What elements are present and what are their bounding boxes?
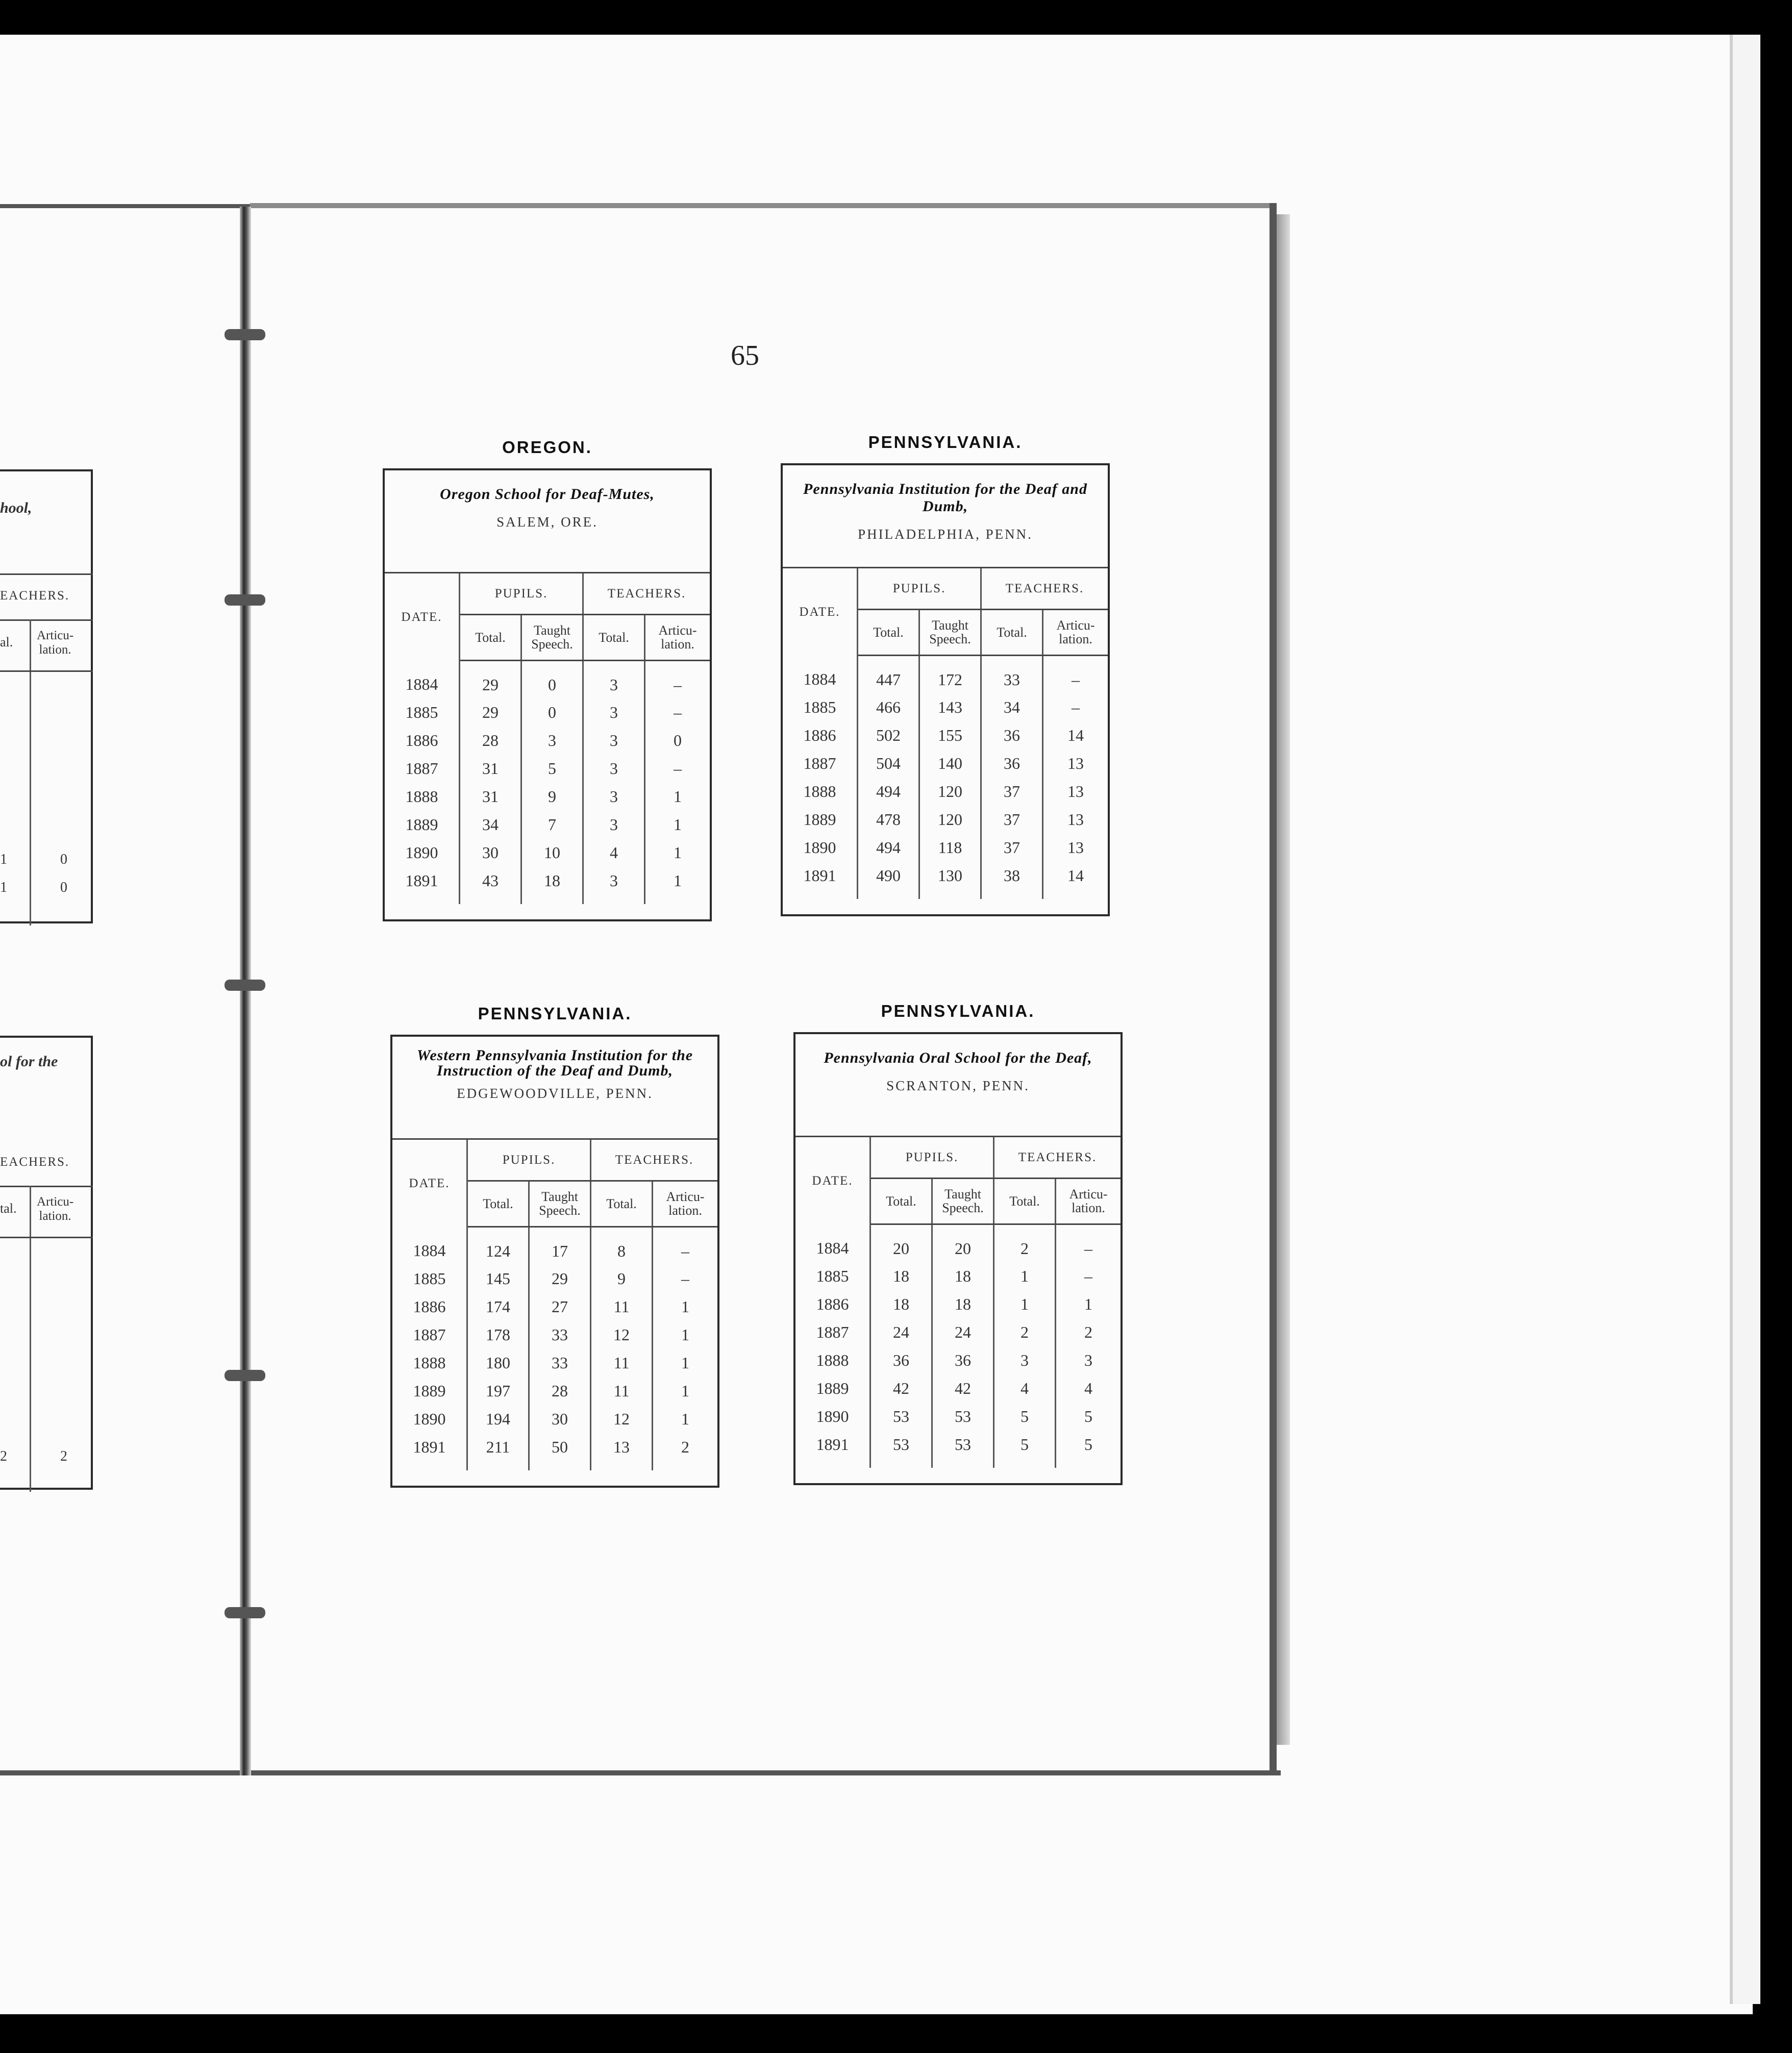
pupils-total-cell: 53 [870,1431,932,1468]
pupils-total-cell: 31 [460,755,521,783]
teachers-header: TEACHERS. [591,1140,717,1181]
articulation-cell: 0 [674,731,682,749]
pupils-total-cell: 490 [858,862,919,899]
articulation-cell: 2 [681,1438,690,1456]
date-header: DATE. [385,573,460,660]
fragment-value: 1 [0,880,7,895]
date-cell: 1890 [392,1405,467,1433]
date-cell: 1888 [795,1346,870,1374]
date-cell: 1885 [392,1265,467,1293]
taught-speech-header: Taught Speech. [919,609,981,655]
articulation-cell: 13 [1067,754,1084,772]
fragment-col-line [30,619,31,925]
table-row [795,1431,1121,1468]
taught-speech-cell: 0 [521,698,583,727]
fragment-total: tal. [0,1201,17,1216]
taught-speech-cell: 18 [932,1262,994,1290]
articulation-cell: 13 [1067,782,1084,800]
taught-speech-cell: 3 [521,727,583,755]
pupils-total-cell: 211 [467,1433,529,1470]
pupils-header: PUPILS. [858,568,981,609]
table-row [795,1374,1121,1403]
teachers-total-cell: 12 [591,1321,653,1349]
articulation-cell: 1 [674,843,682,862]
taught-speech-cell: 27 [529,1293,591,1321]
table-body [392,1226,717,1470]
articulation-cell: 13 [1067,810,1084,829]
table-row [392,1321,717,1349]
pupils-total-cell: 29 [460,660,521,698]
date-cell: 1886 [392,1293,467,1321]
fragment-rule [0,1186,93,1187]
table-row [392,1433,717,1470]
fragment-teachers: EACHERS. [0,589,70,603]
state-title: PENNSYLVANIA. [881,1002,1035,1020]
fragment-rule [0,573,93,575]
left-page-table-fragment [0,1036,93,1490]
date-cell: 1889 [795,1374,870,1403]
taught-speech-cell: 118 [919,834,981,862]
school-location: SALEM, ORE. [496,514,598,530]
articulation-header: Articu- lation. [645,614,710,660]
teachers-total-cell: 2 [994,1224,1056,1262]
teachers-header: TEACHERS. [994,1137,1121,1178]
teachers-total-cell: 38 [981,862,1043,899]
pupils-total-cell: 478 [858,806,919,834]
taught-speech-header: Taught Speech. [521,614,583,660]
table-row [795,1290,1121,1318]
taught-speech-cell: 53 [932,1431,994,1468]
date-cell: 1884 [385,660,460,698]
taught-speech-cell: 33 [529,1321,591,1349]
table-row [392,1293,717,1321]
taught-speech-cell: 33 [529,1349,591,1377]
table-body [385,660,710,904]
right-page-edge [1270,203,1277,1774]
table-body [783,655,1108,899]
school-header [385,470,710,573]
pupils-total-cell: 178 [467,1321,529,1349]
taught-speech-cell: 7 [521,811,583,839]
state-block-pennsylvania-scranton [793,1002,1123,1485]
articulation-cell: 1 [674,787,682,806]
pupils-total-cell: 466 [858,693,919,721]
articulation-cell: 14 [1067,866,1084,885]
teachers-total-cell: 3 [583,811,645,839]
table-row [783,834,1108,862]
teachers-total-cell: 3 [583,867,645,904]
school-location: SCRANTON, PENN. [886,1078,1030,1093]
taught-speech-cell: 5 [521,755,583,783]
state-title: PENNSYLVANIA. [868,433,1023,452]
school-name: Western Pennsylvania Institution for the Instruction of the Deaf and Dumb, [416,1047,693,1079]
teachers-total-cell: 1 [994,1262,1056,1290]
pupils-total-cell: 194 [467,1405,529,1433]
state-block-oregon [383,438,712,921]
teachers-total-cell: 2 [994,1318,1056,1346]
teachers-total-cell: 3 [583,727,645,755]
articulation-cell: 2 [1084,1323,1093,1341]
teachers-total-cell: 36 [981,749,1043,778]
articulation-cell: – [1072,670,1080,689]
taught-speech-cell: 18 [521,867,583,904]
articulation-cell: 1 [1084,1295,1093,1313]
date-cell: 1890 [783,834,858,862]
school-name: Oregon School for Deaf-Mutes, [440,486,655,503]
taught-speech-cell: 155 [919,721,981,749]
teachers-total-header: Total. [591,1181,653,1226]
fragment-total: al. [0,635,13,649]
table-row [783,655,1108,693]
pupils-total-cell: 43 [460,867,521,904]
taught-speech-cell: 42 [932,1374,994,1403]
date-cell: 1884 [783,655,858,693]
pupils-total-cell: 30 [460,839,521,867]
articulation-cell: – [681,1269,690,1288]
taught-speech-cell: 30 [529,1405,591,1433]
date-cell: 1885 [385,698,460,727]
taught-speech-cell: 9 [521,783,583,811]
binding-stitch [225,1607,265,1618]
state-table [390,1035,719,1488]
taught-speech-cell: 50 [529,1433,591,1470]
teachers-total-cell: 12 [591,1405,653,1433]
teachers-total-header: Total. [981,609,1043,655]
articulation-cell: – [674,675,682,694]
pupils-total-cell: 197 [467,1377,529,1405]
right-page-top-rule [250,203,1276,208]
fragment-value: 0 [60,852,67,867]
teachers-total-cell: 37 [981,778,1043,806]
date-cell: 1889 [385,811,460,839]
articulation-cell: 1 [681,1297,690,1316]
table-row [783,862,1108,899]
articulation-cell: 1 [681,1410,690,1428]
articulation-cell: 3 [1084,1351,1093,1369]
date-cell: 1888 [385,783,460,811]
taught-speech-cell: 172 [919,655,981,693]
date-cell: 1889 [783,806,858,834]
articulation-cell: 1 [674,871,682,890]
date-header: DATE. [795,1137,870,1224]
binding-stitch [225,1370,265,1381]
teachers-total-cell: 11 [591,1349,653,1377]
table-row [392,1377,717,1405]
table-row [385,811,710,839]
table-row [392,1349,717,1377]
table-row [783,721,1108,749]
taught-speech-cell: 130 [919,862,981,899]
page-number: 65 [731,340,759,371]
school-location: PHILADELPHIA, PENN. [858,527,1033,542]
pupils-total-cell: 42 [870,1374,932,1403]
taught-speech-cell: 143 [919,693,981,721]
teachers-total-cell: 11 [591,1377,653,1405]
teachers-total-cell: 33 [981,655,1043,693]
pupils-header: PUPILS. [460,573,583,614]
articulation-cell: 4 [1084,1379,1093,1397]
school-header [795,1034,1121,1137]
taught-speech-cell: 36 [932,1346,994,1374]
fragment-title: hool, [0,499,32,516]
date-cell: 1891 [385,867,460,904]
pupils-total-cell: 494 [858,778,919,806]
taught-speech-cell: 18 [932,1290,994,1318]
teachers-total-cell: 11 [591,1293,653,1321]
pupils-total-cell: 180 [467,1349,529,1377]
fragment-value: 0 [60,880,67,895]
teachers-total-cell: 13 [591,1433,653,1470]
table-row [795,1346,1121,1374]
pupils-total-cell: 174 [467,1293,529,1321]
table-row [385,660,710,698]
fragment-teachers: EACHERS. [0,1155,70,1169]
articulation-cell: – [681,1241,690,1260]
date-cell: 1885 [783,693,858,721]
date-cell: 1888 [392,1349,467,1377]
taught-speech-header: Taught Speech. [529,1181,591,1226]
date-cell: 1890 [795,1403,870,1431]
pupils-total-cell: 24 [870,1318,932,1346]
taught-speech-cell: 24 [932,1318,994,1346]
date-cell: 1891 [392,1433,467,1470]
right-page-edge-shadow [1277,214,1290,1745]
date-cell: 1887 [392,1321,467,1349]
table-row [385,783,710,811]
pupils-total-cell: 53 [870,1403,932,1431]
date-cell: 1891 [783,862,858,899]
teachers-total-cell: 36 [981,721,1043,749]
articulation-cell: 1 [681,1382,690,1400]
teachers-total-cell: 3 [583,755,645,783]
teachers-total-cell: 1 [994,1290,1056,1318]
pupils-total-header: Total. [460,614,521,660]
date-cell: 1886 [385,727,460,755]
pupils-total-header: Total. [870,1178,932,1224]
table-row [385,755,710,783]
pupils-total-cell: 494 [858,834,919,862]
statistics-table [795,1137,1121,1468]
pupils-total-cell: 31 [460,783,521,811]
left-page-table-fragment [0,469,93,923]
teachers-header: TEACHERS. [981,568,1108,609]
table-row [795,1318,1121,1346]
pupils-total-cell: 29 [460,698,521,727]
articulation-cell: – [1084,1267,1093,1285]
date-cell: 1886 [783,721,858,749]
taught-speech-cell: 20 [932,1224,994,1262]
date-cell: 1885 [795,1262,870,1290]
teachers-total-header: Total. [994,1178,1056,1224]
pupils-total-cell: 18 [870,1290,932,1318]
table-row [385,839,710,867]
articulation-cell: 14 [1067,726,1084,744]
articulation-cell: – [674,759,682,778]
fragment-value: 2 [0,1448,7,1464]
date-cell: 1890 [385,839,460,867]
teachers-total-cell: 37 [981,834,1043,862]
fragment-articulation: Articu- lation. [37,1195,74,1223]
table-row [783,778,1108,806]
articulation-header: Articu- lation. [653,1181,717,1226]
date-cell: 1884 [392,1226,467,1265]
table-row [783,693,1108,721]
page-bottom-rule [0,1770,1281,1775]
table-row [385,698,710,727]
date-cell: 1887 [783,749,858,778]
taught-speech-cell: 17 [529,1226,591,1265]
table-row [783,749,1108,778]
statistics-table [783,568,1108,899]
page-edge-right [1730,35,1760,2004]
pupils-total-cell: 18 [870,1262,932,1290]
taught-speech-cell: 0 [521,660,583,698]
statistics-table [392,1140,717,1470]
table-row [385,727,710,755]
state-table [781,463,1110,916]
fragment-rule [0,619,93,621]
teachers-total-cell: 4 [583,839,645,867]
articulation-cell: 1 [681,1354,690,1372]
taught-speech-cell: 120 [919,778,981,806]
pupils-total-cell: 447 [858,655,919,693]
state-table [383,468,712,921]
fragment-value: 2 [60,1448,67,1464]
school-name: Pennsylvania Institution for the Deaf and Dumb, [803,481,1087,515]
date-header: DATE. [392,1140,467,1226]
articulation-cell: – [674,703,682,721]
school-header [783,465,1108,568]
table-row [795,1262,1121,1290]
pupils-header: PUPILS. [467,1140,591,1181]
taught-speech-cell: 29 [529,1265,591,1293]
fragment-col-line [30,1186,31,1492]
school-location: EDGEWOODVILLE, PENN. [457,1086,653,1101]
articulation-cell: – [1084,1239,1093,1258]
pupils-total-cell: 124 [467,1226,529,1265]
teachers-total-cell: 4 [994,1374,1056,1403]
table-row [392,1226,717,1265]
state-title: OREGON. [502,438,592,457]
taught-speech-cell: 10 [521,839,583,867]
date-header: DATE. [783,568,858,655]
teachers-total-cell: 3 [583,783,645,811]
teachers-total-cell: 5 [994,1431,1056,1468]
teachers-total-cell: 3 [583,698,645,727]
pupils-total-cell: 34 [460,811,521,839]
teachers-total-cell: 34 [981,693,1043,721]
pupils-total-header: Total. [467,1181,529,1226]
fragment-title: ol for the [0,1053,58,1070]
state-title: PENNSYLVANIA. [478,1004,632,1023]
articulation-cell: 1 [681,1325,690,1344]
table-row [795,1403,1121,1431]
teachers-total-cell: 8 [591,1226,653,1265]
date-cell: 1889 [392,1377,467,1405]
table-row [392,1405,717,1433]
binding-stitch [225,594,265,606]
pupils-total-header: Total. [858,609,919,655]
pupils-header: PUPILS. [870,1137,994,1178]
taught-speech-cell: 140 [919,749,981,778]
teachers-total-cell: 9 [591,1265,653,1293]
taught-speech-cell: 28 [529,1377,591,1405]
date-cell: 1887 [385,755,460,783]
teachers-total-header: Total. [583,614,645,660]
pupils-total-cell: 502 [858,721,919,749]
articulation-cell: 5 [1084,1435,1093,1454]
articulation-cell: 1 [674,815,682,834]
articulation-header: Articu- lation. [1043,609,1108,655]
taught-speech-cell: 120 [919,806,981,834]
fragment-articulation: Articu- lation. [37,629,74,657]
date-cell: 1884 [795,1224,870,1262]
date-cell: 1886 [795,1290,870,1318]
pupils-total-cell: 36 [870,1346,932,1374]
articulation-cell: – [1072,698,1080,716]
articulation-cell: 5 [1084,1407,1093,1425]
school-name: Pennsylvania Oral School for the Deaf, [824,1049,1092,1066]
date-cell: 1888 [783,778,858,806]
table-row [392,1265,717,1293]
fragment-value: 1 [0,852,7,867]
articulation-cell: 13 [1067,838,1084,857]
teachers-total-cell: 37 [981,806,1043,834]
teachers-header: TEACHERS. [583,573,710,614]
book-spine [240,207,251,1775]
teachers-total-cell: 3 [994,1346,1056,1374]
taught-speech-header: Taught Speech. [932,1178,994,1224]
state-block-western-pennsylvania [390,1004,719,1488]
taught-speech-cell: 53 [932,1403,994,1431]
articulation-header: Articu- lation. [1056,1178,1121,1224]
fragment-rule [0,670,93,672]
date-cell: 1887 [795,1318,870,1346]
pupils-total-cell: 504 [858,749,919,778]
binding-stitch [225,329,265,340]
teachers-total-cell: 5 [994,1403,1056,1431]
date-cell: 1891 [795,1431,870,1468]
table-body [795,1224,1121,1468]
teachers-total-cell: 3 [583,660,645,698]
school-header [392,1037,717,1140]
table-row [385,867,710,904]
pupils-total-cell: 145 [467,1265,529,1293]
state-block-pennsylvania-philadelphia [781,433,1110,916]
binding-stitch [225,980,265,991]
state-table [793,1032,1123,1485]
pupils-total-cell: 20 [870,1224,932,1262]
statistics-table [385,573,710,904]
table-row [795,1224,1121,1262]
fragment-rule [0,1237,93,1238]
pupils-total-cell: 28 [460,727,521,755]
table-row [783,806,1108,834]
